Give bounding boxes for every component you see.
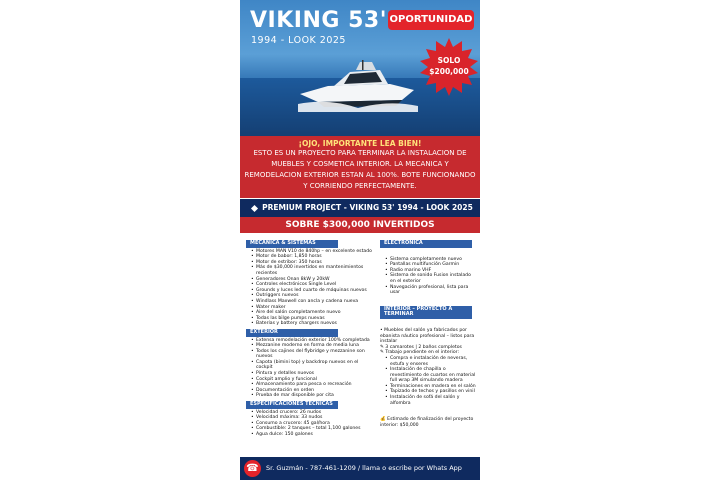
list-item: • Grounds y luces led cuarto de máquinas nuevos: [252, 288, 374, 294]
mechanics-list: [246, 249, 374, 327]
list-item: • Velocidad máxima: 33 nudos: [252, 415, 374, 421]
list-item: • Water maker: [252, 305, 374, 311]
warning-heading: ¡OJO, IMPORTANTE LEA BIEN!: [298, 139, 422, 148]
list-item: • Aire del salón completamente nuevo: [252, 310, 374, 316]
warning-box: [240, 136, 480, 198]
invested-banner: SOBRE $300,000 INVERTIDOS: [240, 217, 480, 233]
warning-body: ESTO ES UN PROYECTO PARA TERMINAR LA INSTALACION DE MUEBLES Y COSMETICA INTERIOR. LA MECANICA Y REMODELACION EXTERIOR ESTAN AL 100%. BOTE FUNCIONANDO Y CORRIENDO PERFECTAMENTE.: [244, 149, 476, 190]
list-item: • Terminaciones en madera en el salón: [386, 384, 476, 390]
contact-footer: [240, 457, 480, 480]
list-item: • Motor de estribor: 350 horas: [252, 260, 374, 266]
boat-subtitle: 1994 - LOOK 2025: [251, 35, 346, 46]
premium-banner-text: PREMIUM PROJECT - VIKING 53' 1994 - LOOK 2025: [262, 203, 473, 212]
interior-intro: • Muebles del salón ya fabricados por ebanista náutico profesional – listos para instalar: [380, 327, 475, 345]
exterior-heading: EXTERIOR: [246, 329, 338, 337]
diamond-icon: [251, 204, 258, 211]
list-item: • Tapizado de techos y pasillos en vinil: [386, 389, 476, 395]
list-item: • Generadores Onan 8kW y 20kW: [252, 277, 374, 283]
details-left-column: [246, 238, 374, 438]
list-item: • Combustible: 2 tanques – total 1,100 galones: [252, 426, 374, 432]
price-burst: [420, 38, 478, 96]
list-item: • Motores MAN V10 de 840hp – en excelente estado: [252, 249, 374, 255]
list-item: • Pintura y detalles nuevos: [252, 371, 374, 377]
list-item: • Cockpit amplio y funcional: [252, 377, 374, 383]
list-item: • Compra e instalación de neveras, estufa y enseres: [386, 356, 476, 367]
list-item: • Documentación en orden: [252, 388, 374, 394]
interior-list: [380, 356, 476, 406]
list-item: • Consumo a crucero: 45 gal/hora: [252, 421, 374, 427]
interior-heading: INTERIOR – PROYECTO A TERMINAR: [380, 306, 472, 319]
interior-estimate: 💰 Estimado de finalización del proyecto interior: $50,000: [380, 417, 474, 428]
list-item: • Capota (bimini top) y backdrop nuevos en el cockpit: [252, 360, 374, 371]
price-value: $200,000: [429, 67, 469, 76]
mechanics-heading: MECÁNICA & SISTEMAS: [246, 240, 338, 248]
list-item: • Prueba de mar disponible por cita: [252, 393, 374, 399]
yacht-illustration: [298, 60, 418, 112]
list-item: • Más de $30,000 invertidos en mantenimientos recientes: [252, 265, 374, 276]
phone-icon[interactable]: ☎: [244, 460, 261, 477]
list-item: • Controles electrónicos Single Level: [252, 282, 374, 288]
list-item: • Radio marino VHF: [386, 268, 476, 274]
list-item: • Agua dulce: 150 galones: [252, 432, 374, 438]
specs-heading: ESPECIFICACIONES TÉCNICAS: [246, 401, 338, 409]
electronics-list: [380, 257, 476, 296]
interior-pending: ✎ Trabajo pendiente en el interior:: [380, 350, 459, 356]
list-item: • Todas las bilge pumps nuevas: [252, 316, 374, 322]
list-item: • Baterías y battery chargers nuevos: [252, 321, 374, 327]
exterior-list: [246, 338, 374, 400]
list-item: • Extensa remodelación exterior 100% completada: [252, 338, 374, 344]
list-item: • Pantallas multifunción Garmin: [386, 262, 476, 268]
list-item: • Navegación profesional, lista para usar: [386, 285, 476, 296]
list-item: • Instalación de sofá del salón y alfombra: [386, 395, 476, 406]
list-item: • Sistema de sonido Fusion instalado en el exterior: [386, 273, 476, 284]
contact-text: Sr. Guzmán - 787-461-1209 / llama o escribe por Whats App: [266, 464, 462, 472]
hero-section: [240, 0, 480, 136]
electronics-heading: ELECTRÓNICA: [380, 240, 472, 248]
list-item: • Almacenamiento para pesca o recreación: [252, 382, 374, 388]
list-item: • Mezzanine moderno en forma de media luna: [252, 343, 374, 349]
flyer: [240, 0, 480, 480]
details-right-column: [380, 238, 476, 428]
specs-list: [246, 410, 374, 438]
interior-rooms: ✎ 3 camarotes | 2 baños completos: [380, 344, 462, 350]
price-label: SOLO: [437, 56, 461, 65]
list-item: • Todos los cajines del flybridge y mezzanine son nuevos: [252, 349, 374, 360]
list-item: • Instalación de chapilla o revestimiento de cuartos en material full wrap 3M simulando madera: [386, 367, 476, 384]
boat-title: VIKING 53': [250, 8, 387, 33]
list-item: • Motor de babor: 1,850 horas: [252, 254, 374, 260]
opportunity-badge: OPORTUNIDAD: [388, 10, 474, 30]
list-item: • Sistema completamente nuevo: [386, 257, 476, 263]
list-item: • Windlass Maxwell con ancla y cadena nueva: [252, 299, 374, 305]
list-item: • Outriggers nuevos: [252, 293, 374, 299]
premium-banner: [240, 199, 480, 217]
list-item: • Velocidad crucero: 26 nudos: [252, 410, 374, 416]
